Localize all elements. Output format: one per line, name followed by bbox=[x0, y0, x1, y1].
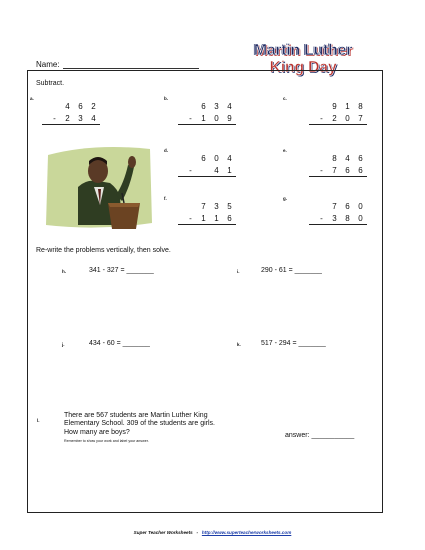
digit: 5 bbox=[227, 201, 232, 211]
horizontal-problem[interactable]: 341 - 327 = _______ bbox=[89, 267, 154, 274]
answer-line[interactable] bbox=[309, 176, 367, 177]
digit: 0 bbox=[214, 153, 219, 163]
digit: 1 bbox=[227, 165, 232, 175]
digit: 3 bbox=[214, 201, 219, 211]
digit: 6 bbox=[358, 165, 363, 175]
name-label: Name: bbox=[36, 60, 60, 69]
digit: 0 bbox=[358, 213, 363, 223]
minuend-row bbox=[307, 100, 367, 112]
digit: 0 bbox=[345, 113, 350, 123]
problem-letter: c. bbox=[283, 96, 287, 101]
digit: 9 bbox=[227, 113, 232, 123]
digit: 6 bbox=[345, 201, 350, 211]
digit: 8 bbox=[332, 153, 337, 163]
digit: 1 bbox=[201, 213, 206, 223]
digit: 6 bbox=[358, 153, 363, 163]
subtrahend-row bbox=[176, 212, 236, 224]
subtraction-problem bbox=[307, 100, 367, 125]
subtrahend-row bbox=[176, 112, 236, 124]
digit: 0 bbox=[214, 113, 219, 123]
subtraction-problem bbox=[176, 100, 236, 125]
minuend-row bbox=[176, 200, 236, 212]
answer-line[interactable] bbox=[178, 176, 236, 177]
digit: 4 bbox=[227, 101, 232, 111]
digit: 8 bbox=[345, 213, 350, 223]
answer-line[interactable] bbox=[178, 224, 236, 225]
digit: 1 bbox=[214, 213, 219, 223]
problem-letter: j. bbox=[62, 342, 65, 347]
problem-letter: b. bbox=[164, 96, 168, 101]
digit: 3 bbox=[332, 213, 337, 223]
horizontal-problem[interactable]: 517 - 294 = _______ bbox=[261, 340, 326, 347]
word-problem-line-3: How many are boys? bbox=[64, 429, 130, 436]
digit: 6 bbox=[227, 213, 232, 223]
rewrite-instruction: Re-write the problems vertically, then solve. bbox=[36, 247, 171, 254]
digit: 6 bbox=[201, 101, 206, 111]
footer-brand: Super Teacher Worksheets bbox=[133, 530, 193, 535]
subtrahend-row bbox=[40, 112, 100, 124]
digit: 6 bbox=[345, 165, 350, 175]
mlk-speech-illustration bbox=[38, 135, 158, 235]
title-line-1: Martin Luther bbox=[253, 42, 353, 59]
digit: 7 bbox=[332, 201, 337, 211]
minus-sign: - bbox=[320, 113, 323, 123]
answer-line[interactable] bbox=[42, 124, 100, 125]
problem-letter: i. bbox=[237, 269, 240, 274]
digit: 1 bbox=[345, 101, 350, 111]
answer-field[interactable]: answer: ___________ bbox=[285, 432, 355, 439]
problem-letter: a. bbox=[30, 96, 34, 101]
digit: 4 bbox=[65, 101, 70, 111]
minus-sign: - bbox=[320, 165, 323, 175]
title-line-2: King Day bbox=[269, 59, 337, 76]
minuend-row bbox=[40, 100, 100, 112]
digit: 4 bbox=[214, 165, 219, 175]
footer-url-link[interactable]: http://www.superteacherworksheets.com bbox=[201, 530, 292, 535]
footer bbox=[0, 530, 425, 535]
minus-sign: - bbox=[320, 213, 323, 223]
digit: 2 bbox=[332, 113, 337, 123]
subtraction-problem bbox=[176, 152, 236, 177]
problem-letter: g. bbox=[283, 196, 287, 201]
subtraction-problem bbox=[40, 100, 100, 125]
digit: 3 bbox=[214, 101, 219, 111]
digit: 2 bbox=[65, 113, 70, 123]
digit: 7 bbox=[332, 165, 337, 175]
minuend-row bbox=[307, 152, 367, 164]
word-problem-note: Remember to show your work and label your answer. bbox=[64, 439, 149, 443]
answer-line[interactable] bbox=[178, 124, 236, 125]
digit: 0 bbox=[358, 201, 363, 211]
subtraction-problem bbox=[307, 152, 367, 177]
subtrahend-row bbox=[307, 212, 367, 224]
digit: 4 bbox=[91, 113, 96, 123]
horizontal-problem[interactable]: 434 - 60 = _______ bbox=[89, 340, 150, 347]
minuend-row bbox=[176, 152, 236, 164]
answer-line[interactable] bbox=[309, 124, 367, 125]
problem-letter: f. bbox=[164, 196, 167, 201]
problem-letter: h. bbox=[62, 269, 66, 274]
problem-letter: k. bbox=[237, 342, 241, 347]
digit: 9 bbox=[332, 101, 337, 111]
digit: 7 bbox=[201, 201, 206, 211]
digit: 6 bbox=[78, 101, 83, 111]
subtrahend-row bbox=[307, 164, 367, 176]
subtraction-problem bbox=[307, 200, 367, 225]
minus-sign: - bbox=[189, 213, 192, 223]
name-line[interactable] bbox=[63, 68, 199, 69]
digit: 1 bbox=[201, 113, 206, 123]
digit: 7 bbox=[358, 113, 363, 123]
digit: 4 bbox=[227, 153, 232, 163]
digit: 3 bbox=[78, 113, 83, 123]
digit: 8 bbox=[358, 101, 363, 111]
minus-sign: - bbox=[189, 165, 192, 175]
minuend-row bbox=[176, 100, 236, 112]
minus-sign: - bbox=[53, 113, 56, 123]
digit: 6 bbox=[201, 153, 206, 163]
minus-sign: - bbox=[189, 113, 192, 123]
minuend-row bbox=[307, 200, 367, 212]
problem-letter: e. bbox=[283, 148, 287, 153]
subtract-instruction: Subtract. bbox=[36, 80, 65, 87]
subtraction-problem bbox=[176, 200, 236, 225]
digit: 2 bbox=[91, 101, 96, 111]
subtrahend-row bbox=[307, 112, 367, 124]
subtrahend-row bbox=[176, 164, 236, 176]
problem-letter: l. bbox=[37, 418, 40, 423]
horizontal-problem[interactable]: 290 - 61 = _______ bbox=[261, 267, 322, 274]
footer-separator: - bbox=[196, 530, 199, 535]
word-problem-line-2: Elementary School. 309 of the students are girls. bbox=[64, 420, 215, 427]
digit: 4 bbox=[345, 153, 350, 163]
word-problem-line-1: There are 567 students are Martin Luther King bbox=[64, 412, 208, 419]
problem-letter: d. bbox=[164, 148, 168, 153]
answer-line[interactable] bbox=[309, 224, 367, 225]
